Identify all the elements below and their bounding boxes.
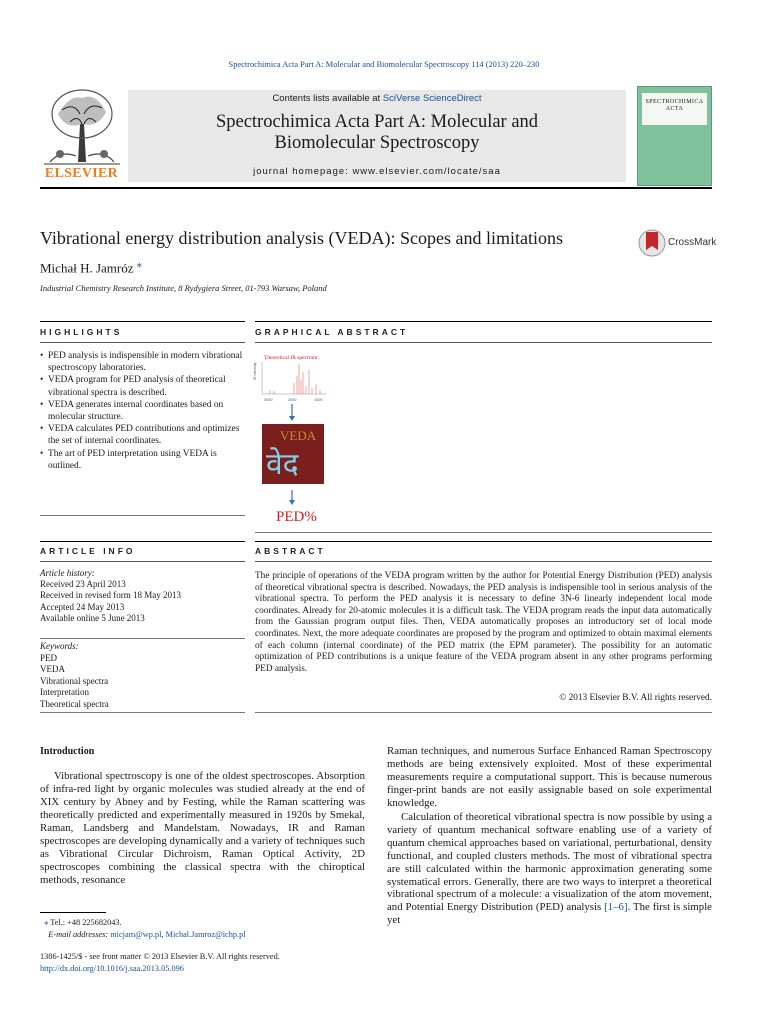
elsevier-wordmark: ELSEVIER — [44, 166, 119, 181]
keywords-label: Keywords: — [40, 641, 79, 651]
cover-title-panel — [642, 93, 707, 125]
issn-line: 1386-1425/$ - see front matter © 2013 Elsevier B.V. All rights reserved. — [40, 952, 280, 961]
masthead-rule — [40, 187, 712, 189]
elsevier-logo[interactable] — [40, 84, 123, 188]
doi-link[interactable]: http://dx.doi.org/10.1016/j.saa.2013.05.096 — [40, 964, 184, 974]
citation-link[interactable]: Spectrochimica Acta Part A: Molecular and Biomolecular Spectroscopy 114 (2013) 220–230 — [228, 60, 540, 69]
author-line — [40, 259, 142, 276]
keywords — [40, 641, 245, 711]
author-footnote — [40, 917, 365, 941]
article-info-rule-bottom — [40, 561, 245, 562]
history-item: Available online 5 June 2013 — [40, 612, 145, 623]
graphical-abstract-figure[interactable] — [252, 350, 342, 528]
body-paragraph-end: . The first is simple yet — [387, 901, 712, 927]
sciencedirect-link[interactable]: SciVerse ScienceDirect — [382, 93, 482, 104]
issn-block — [40, 951, 440, 975]
crossmark-badge[interactable] — [638, 228, 716, 260]
history-item: Accepted 24 May 2013 — [40, 601, 125, 612]
highlights-heading: HIGHLIGHTS — [40, 327, 123, 337]
graphical-abstract-heading: GRAPHICAL ABSTRACT — [255, 327, 409, 337]
highlight-item: • VEDA generates internal coordinates based on molecular structure. — [40, 399, 245, 423]
highlight-item: • The art of PED interpretation using VEDA is outlined. — [40, 448, 245, 472]
abstract-heading: ABSTRACT — [255, 546, 326, 556]
highlight-item: • VEDA program for PED analysis of theoretical vibrational spectra is described. — [40, 374, 245, 398]
abstract-text: The principle of operations of the VEDA program written by the author for Potential Energy Distribution (PED) analysis of theoretical vibrational spectra is described. Nowadays, the PED analysis is indispensible tool in serious analysis of the vibrational spectra. To perform the PED analysis it is necessary to define 3N-6 linearly independent local mode coordinates. Already for 20-atomic molecules it is a difficult task. The VEDA program reads the input data automatically from the Gaussian program output files. Then, VEDA automatically proposes an introductory set of local mode coordinates. Next, the more adequate coordinates are proposed by the program and optimized to obtain maximal elements of each column (internal coordinate) of the PED matrix (the EPM parameter). The possibility for an automatic optimization of PED contributions is a unique feature of the VEDA program absent in any other programs performing PED analysis. — [255, 571, 712, 674]
article-title: Vibrational energy distribution analysis (VEDA): Scopes and limitations — [40, 228, 564, 248]
history-item: Received 23 April 2013 — [40, 579, 126, 590]
homepage-link[interactable]: www.elsevier.com/locate/saa — [352, 166, 501, 177]
ga-arrow-1-head — [289, 416, 295, 421]
article-info-rule-top — [40, 541, 245, 542]
footnote-mark: ⁎ — [44, 918, 49, 927]
body-paragraph: Raman techniques, and numerous Surface Enhanced Raman Spectroscopy methods are being extensively exploited. Most of these experimental measurements require a computational support. This is because numerous finger-print bands are not easily assignable based on sole experimental knowledge. — [387, 745, 712, 809]
footnote-tel: Tel.: +48 225682043. — [50, 918, 122, 927]
ga-ped-label: PED% — [276, 509, 317, 525]
journal-cover-thumbnail[interactable] — [637, 86, 712, 186]
abstract-rule-top — [255, 541, 712, 542]
ga-devanagari-label: वेद — [266, 447, 299, 482]
highlights-rule-top — [40, 321, 245, 322]
ga-y-label: IR intensity — [253, 362, 257, 380]
cover-title-line-1: SPECTROCHIMICA — [645, 99, 704, 105]
body-paragraph-text: Calculation of theoretical vibrational spectra is now possible by using a variety of quantum mechanical software enabling use of a variety of quantum chemical approaches based on variational, perturbational, density functional, and coupled clusters methods. The most of vibrational spectra are still calculated within the harmonic approximation generating some systematical errors. Generally, there are two ways to interpret a theoretical vibrational spectrum of a molecule: a visualization of the atom movement, and Potential Energy Distribution (PED) analysis — [387, 810, 712, 914]
footnote-tel-line — [40, 917, 365, 929]
highlights-list — [40, 350, 245, 472]
homepage-prefix: journal homepage: — [253, 166, 353, 177]
keyword-item: Interpretation — [40, 687, 89, 698]
graphical-abstract-rule-bottom — [255, 342, 712, 343]
article-info-heading: ARTICLE INFO — [40, 546, 136, 556]
journal-title — [128, 112, 626, 154]
keyword-item: Theoretical spectra — [40, 698, 109, 709]
elsevier-tree-icon — [40, 84, 123, 166]
graphical-abstract-svg — [252, 350, 342, 528]
email-separator: , — [161, 930, 166, 939]
keyword-item: Vibrational spectra — [40, 675, 109, 686]
cover-title-line-2: ACTA — [665, 106, 684, 112]
abstract-rule-bottom — [255, 561, 712, 562]
journal-title-line-1: Spectrochimica Acta Part A: Molecular and — [215, 112, 539, 132]
ga-spectrum-title: Theoretical IR spectrum — [264, 355, 318, 361]
body-column-left — [40, 770, 365, 887]
highlights-rule-bottom — [40, 342, 245, 343]
copyright: © 2013 Elsevier B.V. All rights reserved. — [559, 693, 712, 703]
affiliation: Industrial Chemistry Research Institute, 8 Rydygiera Street, 01-793 Warsaw, Poland — [40, 283, 327, 293]
article-info-rule-end — [40, 712, 245, 713]
history-item: Received in revised form 18 May 2013 — [40, 590, 181, 601]
footnote-email-line — [40, 929, 365, 941]
body-paragraph — [387, 811, 712, 928]
ga-arrow-2-head — [289, 500, 295, 505]
graphical-abstract-rule-top — [255, 321, 712, 322]
highlight-item: • PED analysis is indispensible in modern vibrational spectroscopy laboratories. — [40, 350, 245, 374]
cover-title — [642, 99, 707, 113]
ga-x-tick: 3000 — [264, 398, 273, 402]
ga-x-tick: 2000 — [288, 398, 297, 402]
keyword-item: VEDA — [40, 664, 65, 675]
highlights-rule-end — [40, 515, 245, 516]
email-label: E-mail addresses: — [48, 930, 109, 939]
journal-citation[interactable] — [0, 60, 768, 69]
footnote-rule — [40, 912, 106, 913]
article-history — [40, 568, 245, 624]
graphical-abstract-rule-end — [255, 532, 712, 533]
journal-title-line-2: Biomolecular Spectroscopy — [274, 133, 480, 153]
body-paragraph: Vibrational spectroscopy is one of the oldest spectroscopes. Absorption of infra-red light by organic molecules was studied already at the end of XIX century by Abney and by Festing, while the Raman scattering was theoretically predicted and experimentally measured in 1920s by Smekal, Raman, Landsberg and Mandelstam. Nowadays, IR and Raman spectroscopes are developing dynamically and a variety of techniques such as Vibrational Circular Dichroism, Raman Optical Activity, 2D spectroscopes combining the classical spectra with the chiroptical methods, resonance — [40, 770, 365, 886]
ga-spectrum-peaks — [270, 364, 320, 394]
ga-veda-label: VEDA — [280, 428, 317, 443]
reference-link[interactable]: [1–6] — [604, 901, 628, 914]
email-link-1[interactable]: micjam@wp.pl — [110, 930, 162, 939]
highlight-item: • VEDA calculates PED contributions and optimizes the set of internal coordinates. — [40, 423, 245, 447]
author-footnote-mark[interactable]: ⁎ — [136, 259, 142, 270]
journal-masthead — [40, 84, 712, 188]
email-link-2[interactable]: Michal.Jamroz@ichp.pl — [165, 930, 246, 939]
crossmark-icon — [638, 228, 666, 258]
author-name: Michał H. Jamróz — [40, 260, 134, 276]
history-label: Article history: — [40, 568, 95, 578]
body-column-right — [387, 745, 712, 927]
crossmark-label: CrossMark — [668, 237, 717, 248]
abstract-rule-end — [255, 712, 712, 713]
introduction-heading: Introduction — [40, 746, 95, 757]
journal-homepage — [128, 166, 626, 177]
keyword-item: PED — [40, 652, 58, 663]
keywords-rule — [40, 638, 245, 639]
contents-line — [128, 93, 626, 104]
contents-prefix: Contents lists available at — [272, 93, 383, 104]
ga-x-tick: 1000 — [314, 398, 323, 402]
masthead-banner — [128, 90, 626, 182]
